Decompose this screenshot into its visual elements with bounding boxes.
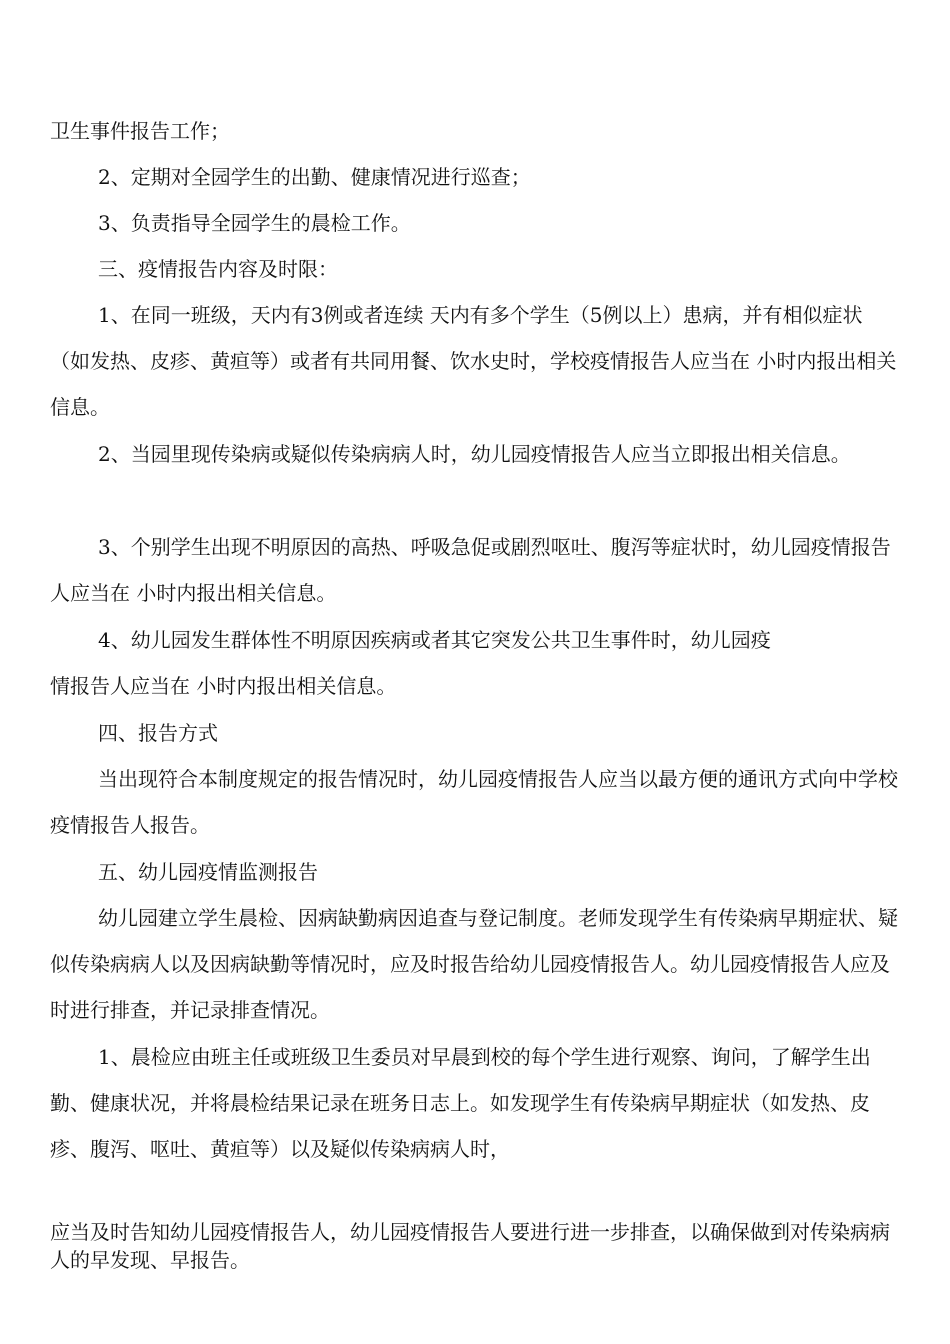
paragraph-limit-4: 4、幼儿园发生群体性不明原因疾病或者其它突发公共卫生事件时，幼儿园疫 情报告人应当在 小时内报出相关信息。 [50, 628, 771, 699]
paragraph-report-method: 当出现符合本制度规定的报告情况时，幼儿园疫情报告人应当以最方便的通讯方式向中学校疫情报告人报告。 [50, 767, 898, 838]
paragraph-limit-2: 2、当园里现传染病或疑似传染病病人时，幼儿园疫情报告人应当立即报出相关信息。 [98, 442, 851, 466]
section-heading-5: 五、幼儿园疫情监测报告 [98, 860, 318, 884]
paragraph-item-2: 2、定期对全园学生的出勤、健康情况进行巡查； [98, 165, 531, 189]
paragraph-limit-3: 3、个别学生出现不明原因的高热、呼吸急促或剧烈呕吐、腹泻等症状时，幼儿园疫情报告人应当在 小时内报出相关信息。 [50, 535, 891, 606]
paragraph-item-3: 3、负责指导全园学生的晨检工作。 [98, 211, 411, 235]
paragraph-follow-up: 应当及时告知幼儿园疫情报告人，幼儿园疫情报告人要进行进一步排查，以确保做到对传染病病人的早发现、早报告。 [50, 1220, 890, 1272]
paragraph-limit-1: 1、在同一班级，天内有3例或者连续 天内有多个学生（5例以上）患病，并有相似症状（如发热、皮疹、黄疸等）或者有共同用餐、饮水史时，学校疫情报告人应当在 小时内报出相关信息。 [50, 303, 897, 420]
paragraph-morning-check: 1、晨检应由班主任或班级卫生委员对早晨到校的每个学生进行观察、询问，了解学生出勤、健康状况，并将晨检结果记录在班务日志上。如发现学生有传染病早期症状（如发热、皮疹、腹泻、呕吐、黄疸等）以及疑似传染病病人时， [50, 1045, 871, 1162]
section-heading-3: 三、疫情报告内容及时限： [98, 257, 338, 281]
paragraph-continuation: 卫生事件报告工作； [50, 119, 230, 143]
section-heading-4: 四、报告方式 [98, 721, 218, 745]
paragraph-monitoring: 幼儿园建立学生晨检、因病缺勤病因追查与登记制度。老师发现学生有传染病早期症状、疑似传染病病人以及因病缺勤等情况时，应及时报告给幼儿园疫情报告人。幼儿园疫情报告人应及时进行排查，并记录排查情况。 [50, 906, 898, 1023]
